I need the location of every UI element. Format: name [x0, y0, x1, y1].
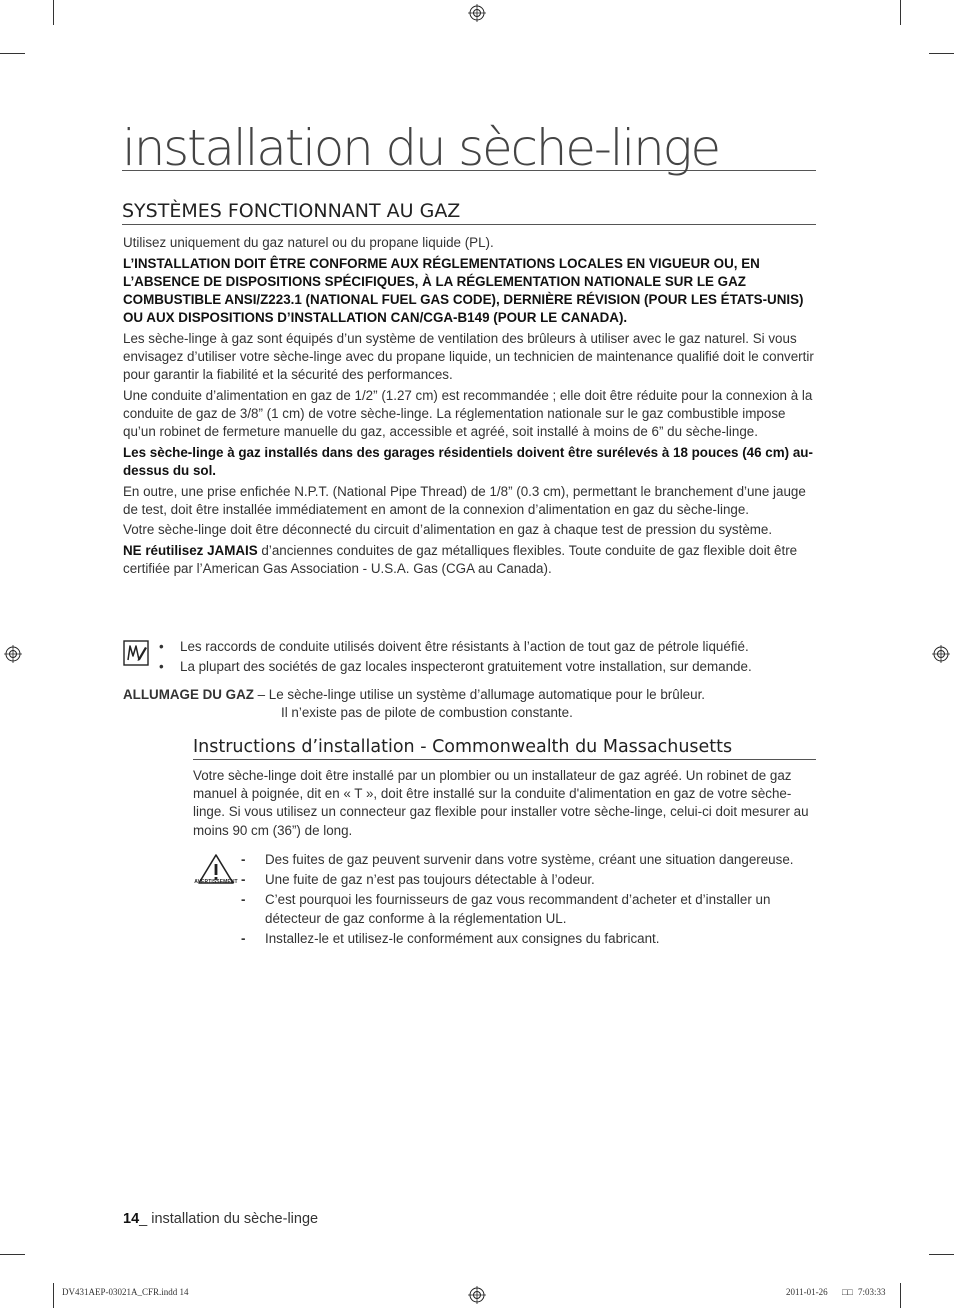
ignition-line: Il n’existe pas de pilote de combustion constante. — [281, 705, 573, 721]
paragraph-rest: d’anciennes conduites de gaz métalliques flexibles. Toute conduite de gaz flexible doit être certifiée par l’American Gas Association - U.S.A. Gas (CGA au Canada). — [123, 542, 798, 577]
paragraph-bold — [123, 255, 818, 328]
footer-text: _ installation du sèche-linge — [139, 1211, 319, 1227]
note-list — [167, 638, 818, 678]
paragraph: En outre, une prise enfichée N.P.T. (National Pipe Thread) de 1/8” (0.3 cm), permettant le branchement d’une jauge de test, doit être installée immédiatement en amont de la connexion d’alimentation en gaz du sèche-linge. — [123, 483, 806, 517]
paragraph-bold — [123, 444, 818, 480]
paragraph: Votre sèche-linge doit être déconnecté du circuit d’alimentation en gaz à chaque test de pression du système. — [123, 522, 773, 538]
bold-text: L’INSTALLATION DOIT ÊTRE CONFORME AUX RÉGLEMENTATIONS LOCALES EN VIGUEUR OU, EN L’ABSENCE DE DISPOSITIONS SPÉCIFIQUES, À LA RÉGLEMENTATION NATIONALE SUR LE GAZ COMBUSTIBLE ANSI/Z223.1 (NATIONAL FUEL GAS CODE), DERNIÈRE RÉVISION (POUR LES ÉTATS-UNIS) OU AUX DISPOSITIONS D’INSTALLATION CAN/CGA-B149 (POUR LE CANADA). — [123, 255, 804, 326]
warning-label: AVERTISSEMENT — [194, 879, 238, 885]
list-item: - Installez-le et utilisez-le conformément aux consignes du fabricant. — [240, 930, 818, 948]
print-slug-glyphs: □□ — [842, 1287, 853, 1297]
page-number: 14 — [123, 1211, 140, 1227]
registration-mark-icon — [932, 645, 950, 663]
crop-mark — [0, 53, 25, 54]
crop-mark — [929, 1254, 954, 1255]
warning-list — [240, 851, 818, 950]
subsection-heading: Instructions d’installation - Commonwealth du Massachusetts — [193, 735, 816, 760]
paragraph: Les sèche-linge à gaz sont équipés d’un système de ventilation des brûleurs à utiliser avec le gaz naturel. Si vous envisagez d’utiliser votre sèche-linge avec du propane liquide, un technicien de maintenance qualifié doit le convertir pour garantir la fiabilité et la sécurité des performances. — [123, 330, 814, 383]
bold-text: Les sèche-linge à gaz installés dans des garages résidentiels doivent être surélevés à 18 pouces (46 cm) au-dessus du sol. — [123, 444, 813, 478]
list-item: • Les raccords de conduite utilisés doivent être résistants à l’action de tout gaz de pétrole liquéfié. — [167, 638, 818, 656]
bold-text: NE réutilisez JAMAIS — [123, 542, 258, 558]
registration-mark-icon — [468, 4, 486, 22]
print-slug-time: 7:03:33 — [858, 1287, 886, 1297]
note-icon — [123, 640, 149, 666]
crop-mark — [0, 1254, 25, 1255]
paragraph: Utilisez uniquement du gaz naturel ou du propane liquide (PL). — [123, 235, 494, 250]
paragraph: Une conduite d’alimentation en gaz de 1/2” (1.27 cm) est recommandée ; elle doit être réduite pour la connexion à la conduite de gaz de 3/8” (1 cm) de votre sèche-linge. La réglementation nationale sur le gaz combustible impose qu’un robinet de fermeture manuelle du gaz, accessible et agréé, soit installé à moins de 6” du sèche-linge. — [123, 387, 813, 440]
body-text — [123, 234, 818, 581]
subsection-body: Votre sèche-linge doit être installé par un plombier ou un installateur de gaz agréé. Un robinet de gaz manuel à poignée, dit en « T », doit être installé sur la conduite d'alimentation en gaz de votre sèche-linge. Si vous utilisez un connecteur gaz flexible pour installer votre sèche-linge, celui-ci doit mesurer au moins 90 cm (36”) de long. — [193, 768, 809, 838]
list-item: - Des fuites de gaz peuvent survenir dans votre système, créant une situation dangereuse. — [240, 851, 818, 869]
section-heading: SYSTÈMES FONCTIONNANT AU GAZ — [122, 198, 816, 225]
crop-mark — [53, 0, 54, 25]
page-title: installation du sèche-linge — [122, 118, 816, 171]
list-item: - C’est pourquoi les fournisseurs de gaz vous recommandent d’acheter et d’installer un détecteur de gaz conforme à la réglementation UL. — [240, 891, 818, 927]
list-item: - Une fuite de gaz n’est pas toujours détectable à l’odeur. — [240, 871, 818, 889]
crop-mark — [929, 53, 954, 54]
print-slug-date: 2011-01-26 — [786, 1287, 828, 1297]
print-slug-file: DV431AEP-03021A_CFR.indd 14 — [62, 1287, 189, 1297]
gas-ignition — [123, 686, 818, 722]
ignition-label: ALLUMAGE DU GAZ — [123, 687, 254, 702]
crop-mark — [53, 1283, 54, 1308]
crop-mark — [900, 1283, 901, 1308]
registration-mark-icon — [468, 1286, 486, 1304]
crop-mark — [900, 0, 901, 25]
ignition-text: – Le sèche-linge utilise un système d’allumage automatique pour le brûleur. — [253, 687, 706, 702]
ignition-line — [123, 686, 818, 704]
page-footer — [123, 1211, 318, 1227]
list-item: • La plupart des sociétés de gaz locales inspecteront gratuitement votre installation, sur demande. — [167, 658, 818, 676]
paragraph — [123, 542, 818, 578]
registration-mark-icon — [4, 645, 22, 663]
